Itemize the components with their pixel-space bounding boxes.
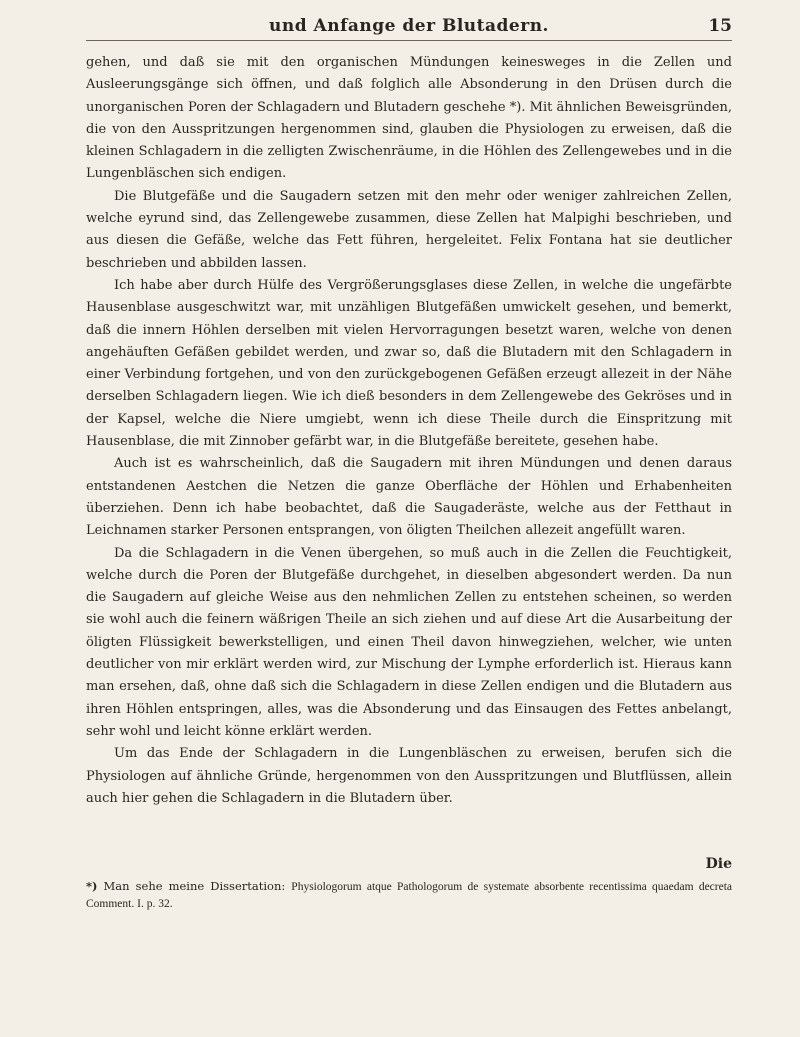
footnote-latin: Physiologorum atque Pathologorum de systemate absorbente recentissima quaedam decreta Comment. I. p. 32. [86,881,733,910]
paragraph-5: Da die Schlagadern in die Venen übergehen, so muß auch in die Zellen die Feuchtigkeit, welche durch die Poren der Blutgefäße durchgehet, in dieselben abgesondert werden. Da nun die Saugadern auf gleiche Weise aus den nehmlichen Zellen zu entstehen scheinen, so werden sie wohl auch die feinern wäßrigen Theile an sich ziehen und auf diese Art die Ausarbeitung der öligten Flüssigkeit bewerkstelligen, und einen Theil davon hinwegziehen, welcher, wie unten deutlicher von mir erklärt werden wird, zur Mischung der Lymphe erforderlich ist. Hieraus kann man ersehen, daß, ohne daß sich die Schlagadern in diese Zellen endigen und die Blutadern aus ihren Höhlen entspringen, alles, was die Absonderung und das Einsaugen des Fettes anbelangt, sehr wohl und leicht könne erklärt werden. [86,545,732,739]
paragraph-6: Um das Ende der Schlagadern in die Lungenbläschen zu erweisen, berufen sich die Physiologen auf ähnliche Gründe, hergenommen von den Ausspritzungen und Blutflüssen, allein auch hier gehen die Schlagadern in die Blutadern über. [86,746,732,806]
body-text [86,52,732,810]
footnote-german: Man sehe meine Dissertation: [103,879,286,893]
page-number: 15 [708,16,732,36]
paragraph-4: Auch ist es wahrscheinlich, daß die Saugadern mit ihren Mündungen und denen daraus entstandenen Aestchen die Netzen die ganze Oberfläche der Höhlen und Erhabenheiten überziehen. Denn ich habe beobachtet, daß die Saugaderäste, welche aus der Fetthaut in Leichnamen starker Personen entsprangen, von öligten Theilchen allezeit angefüllt waren. [86,456,732,539]
footnote-mark: *) [86,879,98,893]
paragraph-2: Die Blutgefäße und die Saugadern setzen mit den mehr oder weniger zahlreichen Zellen, welche eyrund sind, das Zellengewebe zusammen, diese Zellen hat Malpighi beschrieben, und aus diesen die Gefäße, welche das Fett führen, hergeleitet. Felix Fontana hat sie deutlicher beschrieben und abbilden lassen. [86,188,732,271]
running-head [86,14,732,41]
paragraph-1: gehen, und daß sie mit den organischen Mündungen keinesweges in die Zellen und Ausleerungsgänge sich öffnen, und daß folglich alle Absonderung in den Drüsen durch die unorganischen Poren der Schlagadern und Blutadern geschehe *). Mit ähnlichen Beweisgründen, die von den Ausspritzungen hergenommen sind, glauben die Physiologen zu erweisen, daß die kleinen Schlagadern in die zelligten Zwischenräume, in die Höhlen des Zellengewebes und in die Lungenbläschen sich endigen. [86,55,732,182]
footnote [86,878,732,912]
running-title: und Anfange der Blutadern. [269,16,549,36]
catchword: Die [705,856,732,872]
paragraph-3: Ich habe aber durch Hülfe des Vergrößerungsglases diese Zellen, in welche die ungefärbte Hausenblase ausgeschwitzt war, mit unzähligen Blutgefäßen umwickelt gesehen, und bemerkt, daß die innern Höhlen derselben mit vielen Hervorragungen besetzt waren, welche von denen angehäuften Gefäßen gebildet werden, und zwar so, daß die Blutadern mit den Schlagadern in einer Verbindung fortgehen, und von den zurückgebogenen Gefäßen erzeugt allezeit in der Nähe derselben Schlagadern liegen. Wie ich dieß besonders in dem Zellengewebe des Gekröses und in der Kapsel, welche die Niere umgiebt, wenn ich diese Theile durch die Einspritzung mit Hausenblase, die mit Zinnober gefärbt war, in die Blutgefäße bereitete, gesehen habe. [86,277,732,450]
